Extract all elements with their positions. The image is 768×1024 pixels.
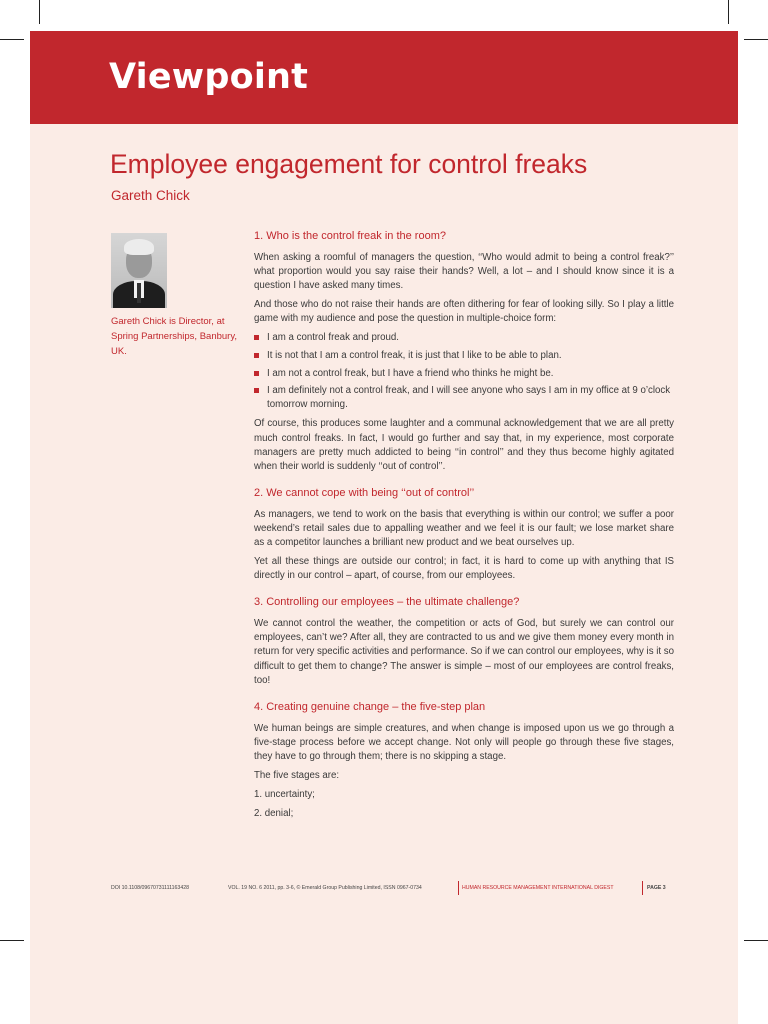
section-1 bbox=[254, 229, 674, 474]
section-4 bbox=[254, 700, 674, 822]
footer-citation: VOL. 19 NO. 6 2011, pp. 3-6, © Emerald Group Publishing Limited, ISSN 0967-0734 bbox=[228, 885, 422, 891]
bullet-icon bbox=[254, 335, 259, 340]
paragraph: As managers, we tend to work on the basis that everything is within our control; we suffer a poor weekend’s retail sales due to appalling weather and we feel it is our fault; we lose market share as a competitor launches a brilliant new product and we beat ourselves up. bbox=[254, 508, 674, 548]
paragraph: And those who do not raise their hands are often dithering for fear of looking silly. So I play a little game with my audience and pose the question in multiple-choice form: bbox=[254, 299, 674, 325]
list-item: It is not that I am a control freak, it is just that I like to be able to plan. bbox=[254, 349, 674, 363]
crop-mark bbox=[744, 940, 768, 941]
bullet-icon bbox=[254, 371, 259, 376]
list-item: I am a control freak and proud. bbox=[254, 331, 674, 345]
crop-mark bbox=[0, 39, 24, 40]
list-item: 2. denial; bbox=[254, 808, 294, 820]
section-heading: 3. Controlling our employees – the ultimate challenge? bbox=[254, 596, 520, 609]
article-body bbox=[254, 229, 674, 833]
bullet-list bbox=[254, 331, 674, 412]
section-heading: 1. Who is the control freak in the room? bbox=[254, 230, 446, 242]
section-heading: 2. We cannot cope with being ‘‘out of control’’ bbox=[254, 486, 475, 499]
document-page bbox=[30, 31, 738, 1024]
crop-mark bbox=[728, 0, 729, 24]
section-2 bbox=[254, 486, 674, 583]
banner-title: Viewpoint bbox=[109, 57, 309, 97]
paragraph: Yet all these things are outside our control; in fact, it is hard to come up with anything that IS directly in our control – apart, of course, from our employees. bbox=[254, 556, 674, 582]
author-photo bbox=[111, 233, 167, 308]
paragraph: We human beings are simple creatures, and when change is imposed upon us we go through a five-stage process before we accept change. Not only will people go through these five stages, they have to go through them; there is no skipping a stage. bbox=[254, 722, 674, 762]
paragraph: We cannot control the weather, the competition or acts of God, but surely we can control our employees, can’t we? After all, they are contracted to us and we give them money every month in return for very specific activities and performance. So if we can control our employees, why is it so difficult to get them to change? The answer is simple – most of our employees are control freaks, too! bbox=[254, 618, 674, 686]
bullet-icon bbox=[254, 353, 259, 358]
list-item: I am definitely not a control freak, and I will see anyone who says I am in my office at 9 o’clock tomorrow morning. bbox=[254, 384, 674, 412]
footer-divider bbox=[458, 881, 459, 895]
section-3 bbox=[254, 595, 674, 687]
crop-mark bbox=[0, 940, 24, 941]
page-footer bbox=[111, 881, 711, 897]
footer-page-number: PAGE 3 bbox=[647, 885, 666, 891]
paragraph: When asking a roomful of managers the question, ‘‘Who would admit to being a control freak?’’ what proportion would you say raise their hands? Well, a lot – and I should know since it is a question I have asked many times. bbox=[254, 252, 674, 292]
paragraph: Of course, this produces some laughter and a communal acknowledgement that we are all pretty much control freaks. In fact, I would go further and say that, in my experience, most corporate managers are pretty much addicted to being ‘‘in control’’ and they thus become highly agitated when their world is suddenly ‘‘out of control’’. bbox=[254, 418, 674, 472]
footer-divider bbox=[642, 881, 643, 895]
viewpoint-banner bbox=[30, 31, 738, 124]
paragraph: The five stages are: bbox=[254, 770, 340, 782]
author-name: Gareth Chick bbox=[111, 188, 190, 203]
crop-mark bbox=[39, 0, 40, 24]
author-caption: Gareth Chick is Director, at Spring Partnerships, Banbury, UK. bbox=[111, 316, 238, 357]
footer-journal: HUMAN RESOURCE MANAGEMENT INTERNATIONAL DIGEST bbox=[462, 885, 614, 891]
bullet-icon bbox=[254, 388, 259, 393]
section-heading: 4. Creating genuine change – the five-step plan bbox=[254, 700, 486, 713]
footer-doi: DOI 10.1108/09670731111163428 bbox=[111, 885, 189, 891]
list-item: 1. uncertainty; bbox=[254, 789, 315, 801]
crop-mark bbox=[744, 39, 768, 40]
list-item: I am not a control freak, but I have a friend who thinks he might be. bbox=[254, 367, 674, 381]
article-title: Employee engagement for control freaks bbox=[110, 149, 588, 179]
